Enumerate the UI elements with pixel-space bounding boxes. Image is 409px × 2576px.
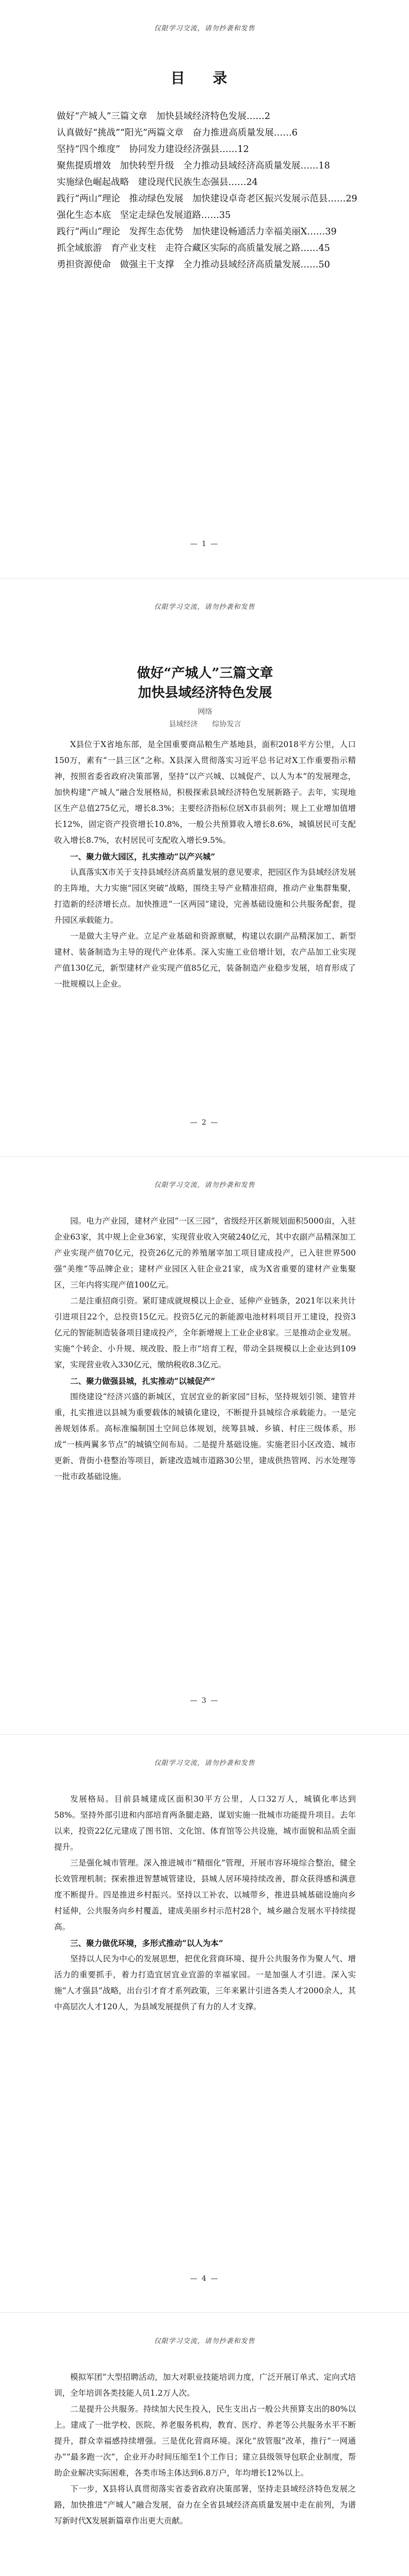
toc-item[interactable]	[57, 125, 361, 141]
body-paragraph: 发展格局。目前县城建成区面积30平方公里，人口32万人，城镇化率达到58%。坚持外部引进和内部培育两条腿走路，谋划实施一批城市功能提升项目。去年以来，投资22亿元建成了图书馆、文化馆、体育馆等公共设施，城市面貌和品质全面提升。	[54, 1794, 356, 1852]
page-article-4	[0, 2312, 409, 2576]
toc-item[interactable]	[57, 257, 361, 273]
toc-item-page: 39	[325, 227, 337, 237]
page-article-1	[0, 578, 409, 1157]
toc-leader: ……	[246, 111, 265, 122]
toc-leader: ……	[228, 177, 247, 188]
article-body	[54, 664, 356, 992]
toc-item[interactable]	[57, 191, 361, 207]
toc-item-page: 12	[237, 144, 249, 155]
page-header: 仅限学习交流，请勿抄袭和发售	[154, 2337, 255, 2345]
page-article-2	[0, 1156, 409, 1735]
page-header: 仅限学习交流，请勿抄袭和发售	[154, 603, 255, 611]
toc-item-page: 35	[219, 210, 231, 221]
body-paragraph: 一是做大主导产业。立足产业基础和资源禀赋，构建以农副产品精深加工、新型建材、装备制造为主导的现代产业体系。深入实施工业倍增计划，农产品加工业实现产值130亿元，新型建材产业实现产值85亿元，装备制造产业稳步发展，培育形成了一批规模以上企业。	[54, 931, 356, 989]
body-paragraph: 围绕建设“经济兴盛的新城区，宜居宜业的新家园”目标，坚持规划引领、建管并重，扎实推进以县城为重要载体的城镇化建设，不断提升县城综合承载能力。一是完善规划体系。高标准编制国土空间总体规划，统筹县城、乡镇、村庄三级体系，形成“一核两翼多节点”的城镇空间布局。二是提升基础设施。实施老旧小区改造、城市更新、背街小巷整治等项目，新建改造城市道路30公里，建成供热管网、污水处理等一批市政基础设施。	[54, 1392, 356, 1481]
toc-item[interactable]	[57, 240, 361, 257]
page-header: 仅限学习交流，请勿抄袭和发售	[154, 1759, 255, 1767]
section-heading: 二、聚力做强县城，扎实推动“以城促产”	[70, 1376, 216, 1386]
toc-title: 目 录	[170, 70, 239, 87]
toc-item-title: 勇担资源使命 做强主干支撑 全力推动县域经济高质量发展	[57, 260, 301, 270]
body-paragraph: 二是注重招商引资。紧盯建成就规模以上企业、延伸产业链条，2021年以来共计引进项目22个，总投资15亿元。投资5亿元的新能源电池材料项目开工建设，投资3亿元的智能制造装备项目建成投产，全年新增规上工业企业8家。三是推动企业发展。实施“个转企、小升规、规改股、股上市”培育工程，带动全县规模以上企业达到109家，实现营业收入330亿元，缴纳税收8.3亿元。	[54, 1296, 356, 1369]
toc-item-title: 强化生态本底 坚定走绿色发展道路	[57, 210, 201, 221]
toc-leader: ……	[273, 128, 292, 138]
toc-item-title: 聚焦提质增效 加快转型升级 全力推动县域经济高质量发展	[57, 161, 301, 171]
toc-list	[57, 108, 361, 273]
toc-item[interactable]	[57, 224, 361, 240]
toc-leader: ……	[307, 227, 325, 237]
body-paragraph: 认真落实X市关于支持县域经济高质量发展的意见要求，把园区作为县域经济发展的主阵地，大力实施“园区突破”战略，围绕主导产业精准招商，推动产业集群集聚，打造新的经济增长点。加快推进“一区两园”建设，完善基础设施和公共服务配套，提升园区承载能力。	[54, 868, 356, 925]
toc-item[interactable]	[57, 158, 361, 174]
article-title-line: 加快县域经济特色发展	[138, 685, 272, 701]
article-org: 县域经济 综协发言	[169, 720, 241, 728]
toc-item-page: 18	[318, 161, 330, 171]
body-paragraph: 模拟军团”大型招聘活动，加大对职业技能培训力度，广泛开展订单式、定向式培训，全年培训各类技能人员1.2万人次。	[54, 2372, 356, 2398]
toc-item-title: 践行“两山”理论 发挥生态优势 加快建设畅通活力幸福美丽X	[57, 227, 307, 237]
toc-leader: ……	[300, 260, 319, 270]
page-number: — 4 —	[190, 2275, 219, 2283]
toc-item-page: 50	[318, 260, 330, 270]
toc-item-page: 2	[264, 111, 271, 122]
article-title-line: 做好“产城人”三篇文章	[137, 666, 273, 681]
body-paragraph: 下一步，X县将认真贯彻落实省委省政府决策部署，坚持走县域经济特色发展之路，加快推进“产城人”融合发展，奋力在全省县域经济高质量发展中走在前列，为谱写新时代X发展新篇章作出更大贡献。	[54, 2484, 356, 2526]
toc-item[interactable]	[57, 174, 361, 191]
toc-item[interactable]	[57, 141, 361, 158]
toc-leader: ……	[328, 194, 346, 204]
page-header: 仅限学习交流，请勿抄袭和发售	[154, 1181, 255, 1189]
body-paragraph: 三是强化城市管理。深入推进城市“精细化”管理，开展市容环境综合整治，健全长效管理机制；探索推进智慧城管建设，县城人居环境持续改善，群众获得感和满意度不断提升。四是推进乡村振兴。坚持以工补农、以城带乡，推进县城基础设施向乡村延伸，公共服务向乡村覆盖，建成美丽乡村示范村28个，城乡融合发展水平持续提高。	[54, 1858, 356, 1931]
body-paragraph: 园。电力产业园，建材产业园“一区三园”，省级经开区新规划面积5000亩，入驻企业63家，其中规上企业36家，实现营业收入突破240亿元，其中农副产品精深加工产业实现产值70亿元，投资26亿元的养殖屠宰加工项目建成投产，已入驻世界500强“美维”等品牌企业；建材产业园区入驻企业21家，成为X省重要的建材产业集聚区，三年内将实现产值100亿元。	[54, 1216, 356, 1290]
toc-leader: ……	[219, 144, 238, 155]
article-paragraphs	[54, 1791, 356, 2015]
toc-leader: ……	[300, 161, 319, 171]
body-paragraph: 坚持以人民为中心的发展思想，把优化营商环境、提升公共服务作为聚人气、增活力的重要抓手，着力打造宜居宜业宜游的幸福家园。一是加强人才引进。深入实施“人才强县”战略，出台引才育才系列政策，三年来累计引进各类人才2000余人，其中高层次人才120人，为县域发展提供了有力的人才支撑。	[54, 1954, 356, 2011]
toc-leader: ……	[300, 243, 319, 253]
page-number: — 1 —	[190, 540, 219, 548]
section-heading: 一、聚力做大园区，扎实推动“以产兴城”	[70, 852, 216, 861]
toc-item[interactable]	[57, 207, 361, 224]
body-paragraph: X县位于X省地东部，是全国重要商品粮生产基地县，面积2018平方公里，人口150万，素有“一县三区”之称。X县深入贯彻落实习近平总书记对X工作重要指示精神，按照省委省政府决策部署，坚持“以产兴城、以城促产、以人为本”的发展理念，加快构建“产城人”融合发展格局，积极探索县域经济特色发展新路子。去年，实现地区生产总值275亿元，增长8.3%；主要经济指标位居X市县前列；规上工业增加值增长12%，固定资产投资增长10.8%，一般公共预算收入增长8.6%，城镇居民可支配收入增长8.7%，农村居民可支配收入增长9.5%。	[54, 740, 356, 845]
article-author: 网络	[198, 708, 212, 716]
page-article-3	[0, 1734, 409, 2313]
article-paragraphs	[54, 2369, 356, 2529]
toc-leader: ……	[201, 210, 219, 221]
toc-item-page: 6	[291, 128, 298, 138]
toc-item-title: 抓全域旅游 育产业支柱 走符合藏区实际的高质量发展之路	[57, 243, 301, 253]
toc-item-title: 践行“两山”理论 推动绿色发展 加快建设卓奇老区振兴发展示范县	[57, 194, 328, 204]
page-header: 仅限学习交流，请勿抄袭和发售	[154, 25, 255, 32]
toc-item-page: 45	[318, 243, 330, 253]
toc-item-page: 24	[246, 177, 258, 188]
body-paragraph: 二是提升公共服务。持续加大民生投入，民生支出占一般公共预算支出的80%以上。建成了一批学校、医院、养老服务机构，教育、医疗、养老等公共服务水平不断提升，群众幸福感持续增强。三是优化营商环境。深化“放管服”改革，推行“一网通办”“最多跑一次”，企业开办时间压缩至1个工作日；建立县级领导包联企业制度，帮助企业解决实际困难，各类市场主体达到6.8万户，年均增长12%以上。	[54, 2404, 356, 2478]
article-title	[54, 664, 356, 703]
toc-item-page: 29	[346, 194, 357, 204]
toc-item-title: 坚持“四个维度” 协同发力建设经济强县	[57, 144, 220, 155]
toc-item-title: 实施绿色崛起战略 建设现代民族生态强县	[57, 177, 228, 188]
toc-item-title: 认真做好“挑战”“阳光”两篇文章 奋力推进高质量发展	[57, 128, 274, 138]
page-toc	[0, 0, 409, 578]
toc-item-title: 做好“产城人”三篇文章 加快县域经济特色发展	[57, 111, 247, 122]
page-number: — 3 —	[190, 1697, 219, 1705]
toc-item[interactable]	[57, 108, 361, 125]
article-paragraphs	[54, 1213, 356, 1485]
page-number: — 2 —	[190, 1118, 219, 1127]
section-heading: 三、聚力做优环境，多形式推动“以人为本”	[70, 1938, 223, 1948]
article-paragraphs	[54, 737, 356, 992]
